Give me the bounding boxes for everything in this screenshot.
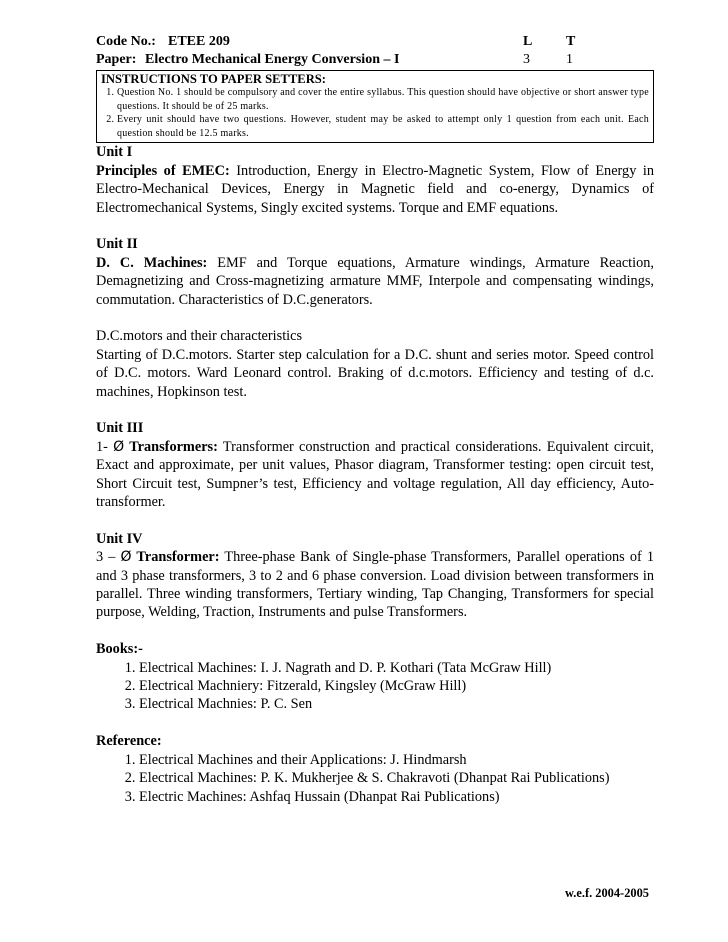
books-heading: Books:- xyxy=(96,641,143,658)
phi-symbol: Ø xyxy=(120,549,132,566)
unit-1-topic: Principles of EMEC: xyxy=(96,162,230,179)
reference-item: 3. Electric Machines: Ashfaq Hussain (Dhanpat Rai Publications) xyxy=(139,788,654,806)
t-value: 1 xyxy=(566,52,573,67)
t-label: T xyxy=(566,34,576,49)
effective-date: w.e.f. 2004-2005 xyxy=(565,886,649,900)
instruction-item: 1. Question No. 1 should be compulsory and cover the entire syllabus. This question should have objective or short answer type questions. It should be of 25 marks. xyxy=(117,86,649,113)
l-value: 3 xyxy=(523,52,530,67)
reference-item: 1. Electrical Machines and their Applications: J. Hindmarsh xyxy=(139,751,654,769)
phi-symbol: Ø xyxy=(113,438,125,455)
book-item: 1. Electrical Machines: I. J. Nagrath and D. P. Kothari (Tata McGraw Hill) xyxy=(139,659,654,677)
paper-label: Paper: xyxy=(96,52,137,67)
reference-item: 2. Electrical Machines: P. K. Mukherjee & S. Chakravoti (Dhanpat Rai Publications) xyxy=(139,769,654,787)
unit-3-text: 1- Ø Transformers: Transformer construction and practical considerations. Equivalent circuit, Exact and approximate, per unit values, Phasor diagram, Transformer testing: open circuit test, Short Circuit test, Sumpner’s test, Efficiency and voltage regulation, All day efficiency, Auto-transformer. xyxy=(96,438,655,511)
code-label: Code No.: xyxy=(96,34,156,49)
unit-3-heading: Unit III xyxy=(96,420,144,437)
instructions-box xyxy=(96,70,654,143)
unit-2-topic: D. C. Machines: xyxy=(96,254,208,271)
unit-1-text: Principles of EMEC: Introduction, Energy in Electro-Magnetic System, Flow of Energy in Electro-Mechanical Devices, Energy in Magnetic field and co-energy, Dynamics of Electromechanical Systems, Singly excited systems. Torque and EMF equations. xyxy=(96,162,654,216)
unit-4-topic: Transformer: xyxy=(131,549,220,566)
paper-title: Electro Mechanical Energy Conversion – I xyxy=(145,52,400,67)
instructions-list xyxy=(101,86,649,140)
paper-row xyxy=(96,51,654,69)
unit-2-text: D. C. Machines: EMF and Torque equations, Armature windings, Armature Reaction, Demagnetizing and Cross-magnetizing armature MMF, Interpole and compensating windings, commutation. Characteristics of D.C.generators. xyxy=(96,254,654,308)
reference-list xyxy=(96,751,654,806)
syllabus-page xyxy=(96,33,654,806)
unit-1-heading: Unit I xyxy=(96,144,133,161)
unit-3-topic: Transformers: xyxy=(124,438,218,455)
instructions-title: INSTRUCTIONS TO PAPER SETTERS: xyxy=(101,72,327,86)
code-row xyxy=(96,33,654,51)
unit-4-text: 3 – Ø Transformer: Three-phase Bank of Single-phase Transformers, Parallel operations of 1 and 3 phase transformers, 3 to 2 and 6 phase conversion. Load division between transformers in parallel. Three winding transformers, Tertiary winding, Tap Changing, Transformers for special purpose, Welding, Traction, Instruments and pulse Transformers. xyxy=(96,549,654,621)
l-label: L xyxy=(523,34,533,49)
code-value: ETEE 209 xyxy=(168,34,230,49)
books-list xyxy=(96,659,654,714)
dc-motors-line: D.C.motors and their characteristics xyxy=(96,328,303,345)
dc-motors-text: Starting of D.C.motors. Starter step calculation for a D.C. shunt and series motor. Speed control of D.C. motors. Ward Leonard control. Braking of d.c.motors. Efficiency and testing of d.c. machines, Hopkinson test. xyxy=(96,346,654,400)
instruction-item: 2. Every unit should have two questions. However, student may be asked to attempt only 1 question from each unit. Each question should be 12.5 marks. xyxy=(117,113,649,140)
book-item: 3. Electrical Machnies: P. C. Sen xyxy=(139,695,654,713)
unit-2-heading: Unit II xyxy=(96,236,138,253)
book-item: 2. Electrical Machniery: Fitzerald, Kingsley (McGraw Hill) xyxy=(139,677,654,695)
reference-heading: Reference: xyxy=(96,733,162,750)
unit-4-heading: Unit IV xyxy=(96,530,143,547)
